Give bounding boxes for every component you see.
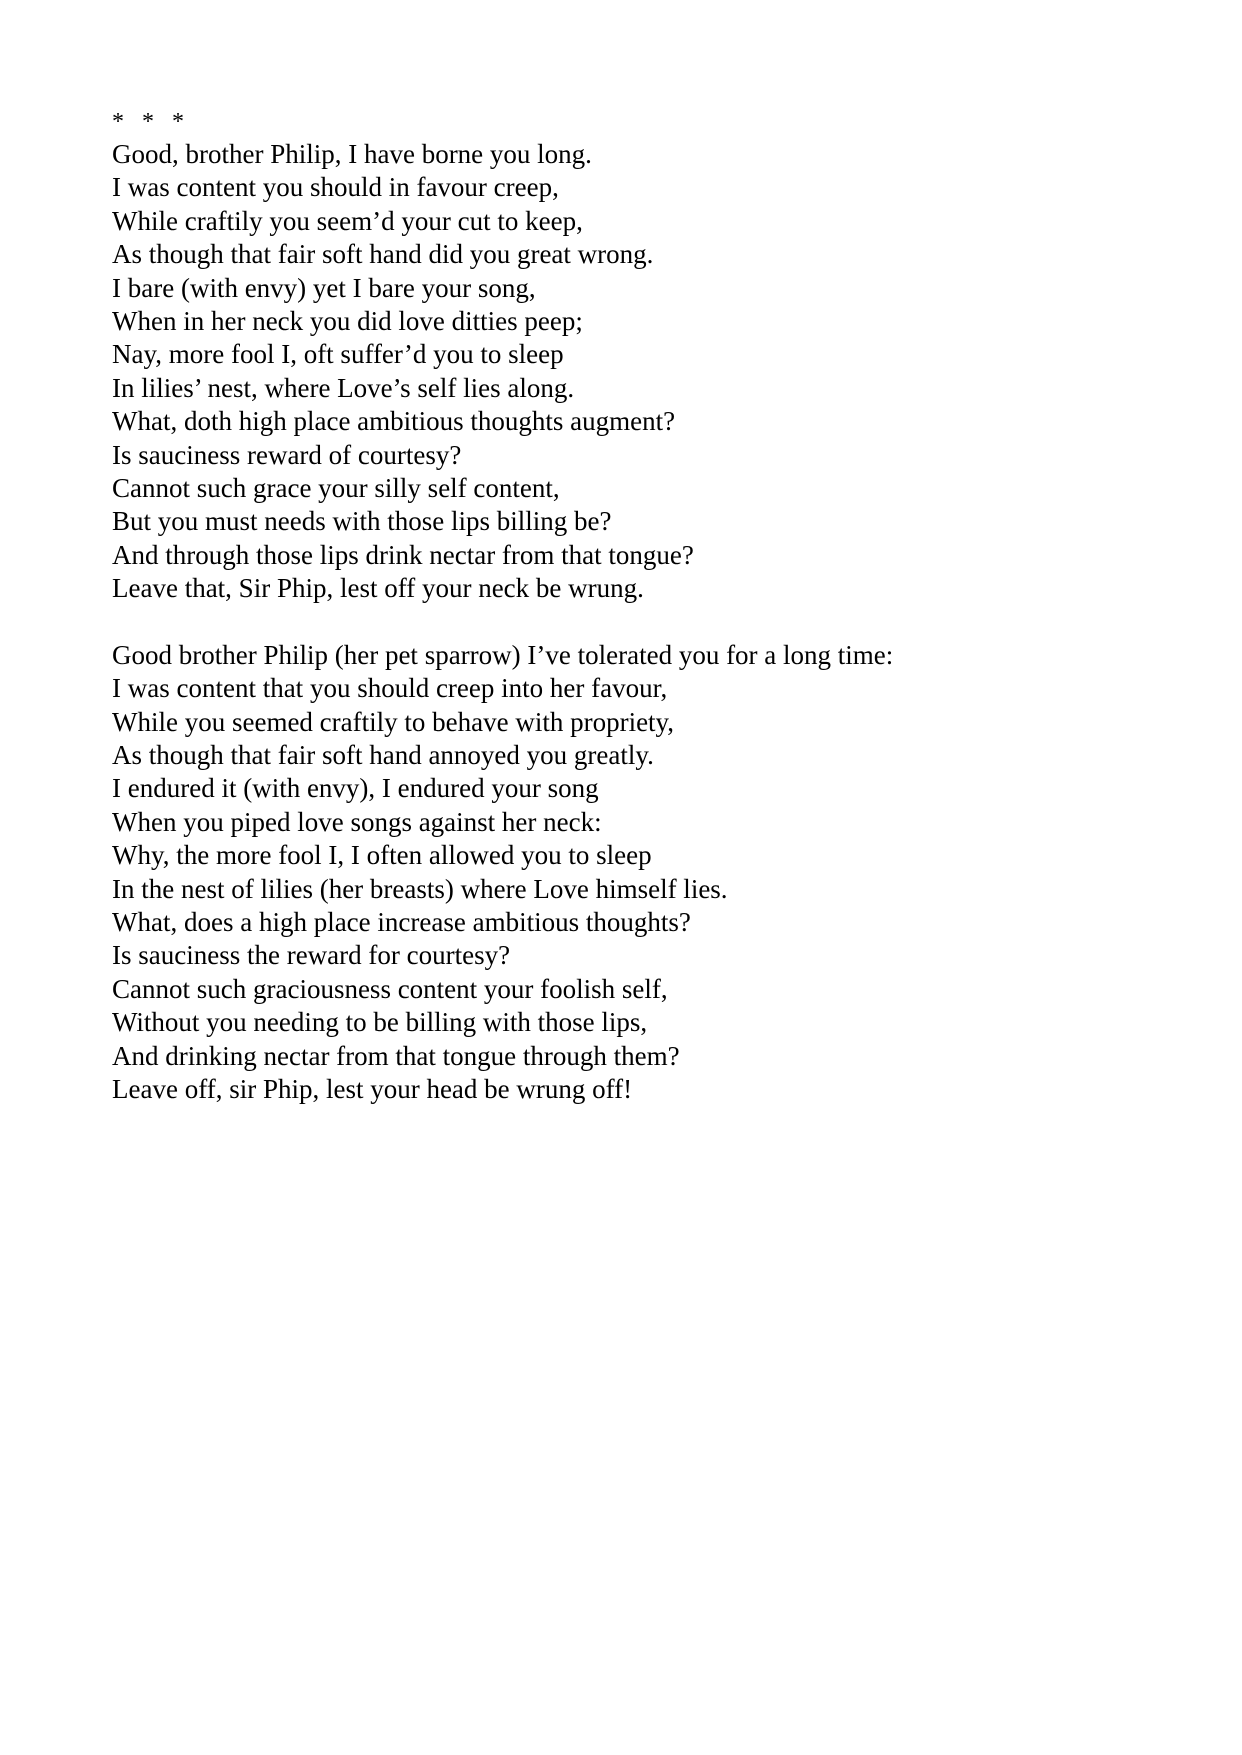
sonnet-line: Good, brother Philip, I have borne you long. <box>112 139 592 169</box>
sonnet-line: When in her neck you did love ditties peep; <box>112 306 583 337</box>
sonnet-line: But you must needs with those lips billing be? <box>112 506 612 537</box>
modern-paraphrase <box>112 639 1172 1107</box>
document-page <box>112 108 1172 1106</box>
sonnet-line: And through those lips drink nectar from that tongue? <box>112 539 694 570</box>
sonnet-line: Leave that, Sir Phip, lest off your neck be wrung. <box>112 573 644 604</box>
paraphrase-line: While you seemed craftily to behave with propriety, <box>112 706 675 737</box>
paraphrase-line: Without you needing to be billing with those lips, <box>112 1007 648 1038</box>
paraphrase-line: Is sauciness the reward for courtesy? <box>112 940 511 971</box>
sonnet-line: In lilies’ nest, where Love’s self lies along. <box>112 372 575 403</box>
section-separator: * * * <box>112 109 190 135</box>
paraphrase-line: I was content that you should creep into her favour, <box>112 673 668 704</box>
stanza-gap <box>112 606 1172 639</box>
paraphrase-line: Good brother Philip (her pet sparrow) I’ve tolerated you for a long time: <box>112 639 894 670</box>
paraphrase-line: When you piped love songs against her neck: <box>112 806 602 837</box>
sonnet-line: As though that fair soft hand did you great wrong. <box>112 239 654 270</box>
paraphrase-line: What, does a high place increase ambitious thoughts? <box>112 906 691 937</box>
sonnet-line: Nay, more fool I, oft suffer’d you to sleep <box>112 339 564 370</box>
paraphrase-line: In the nest of lilies (her breasts) where Love himself lies. <box>112 873 728 904</box>
sonnet-line: I bare (with envy) yet I bare your song, <box>112 272 536 303</box>
sonnet-line: Is sauciness reward of courtesy? <box>112 439 462 470</box>
paraphrase-line: And drinking nectar from that tongue through them? <box>112 1040 680 1071</box>
paraphrase-line: Cannot such graciousness content your foolish self, <box>112 973 668 1004</box>
paraphrase-line: As though that fair soft hand annoyed you greatly. <box>112 739 654 770</box>
original-sonnet <box>112 138 1172 606</box>
paraphrase-line: I endured it (with envy), I endured your song <box>112 773 599 804</box>
sonnet-line: While craftily you seem’d your cut to keep, <box>112 205 583 236</box>
paraphrase-line: Leave off, sir Phip, lest your head be wrung off! <box>112 1073 633 1104</box>
sonnet-line: What, doth high place ambitious thoughts augment? <box>112 406 676 437</box>
sonnet-line: Cannot such grace your silly self content, <box>112 473 560 504</box>
sonnet-line: I was content you should in favour creep, <box>112 172 559 203</box>
paraphrase-line: Why, the more fool I, I often allowed you to sleep <box>112 840 652 871</box>
